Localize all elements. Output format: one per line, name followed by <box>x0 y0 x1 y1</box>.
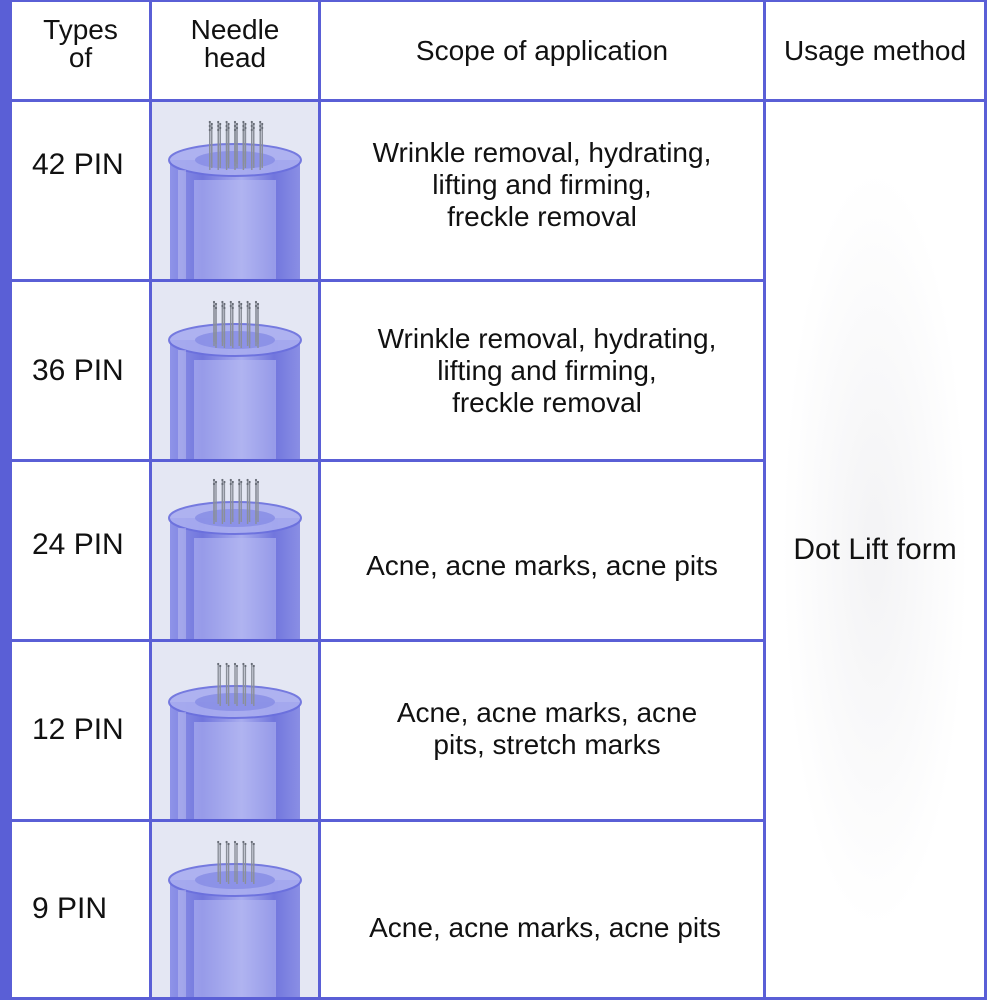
needle-head-image-36 <box>152 282 318 459</box>
scope-12: Acne, acne marks, acne pits, stretch marks <box>321 642 763 819</box>
needle-cartridge-image <box>152 282 318 459</box>
needle-cartridge-image <box>152 642 318 819</box>
needle-cartridge-image <box>152 822 318 997</box>
needle-head-image-12 <box>152 642 318 819</box>
header-needle-head: Needle head <box>152 2 318 99</box>
needle-head-image-9 <box>152 822 318 997</box>
scope-42: Wrinkle removal, hydrating, lifting and firming, freckle removal <box>321 102 763 279</box>
scope-36: Wrinkle removal, hydrating, lifting and firming, freckle removal <box>321 282 763 459</box>
scope-9: Acne, acne marks, acne pits <box>321 822 763 997</box>
header-scope: Scope of application <box>321 2 763 99</box>
usage-method-value: Dot Lift form <box>766 102 984 997</box>
needle-cartridge-image <box>152 102 318 279</box>
right-margin <box>987 0 1000 1000</box>
scope-24: Acne, acne marks, acne pits <box>321 462 763 639</box>
pin-type-12: 12 PIN <box>12 642 149 819</box>
pin-type-9: 9 PIN <box>12 822 149 997</box>
needle-head-image-24 <box>152 462 318 639</box>
header-usage: Usage method <box>766 2 984 99</box>
pin-type-36: 36 PIN <box>12 282 149 459</box>
pin-type-24: 24 PIN <box>12 462 149 639</box>
needle-cartridge-image <box>152 462 318 639</box>
pin-type-42: 42 PIN <box>12 102 149 279</box>
header-types: Types of <box>12 2 149 99</box>
needle-head-image-42 <box>152 102 318 279</box>
